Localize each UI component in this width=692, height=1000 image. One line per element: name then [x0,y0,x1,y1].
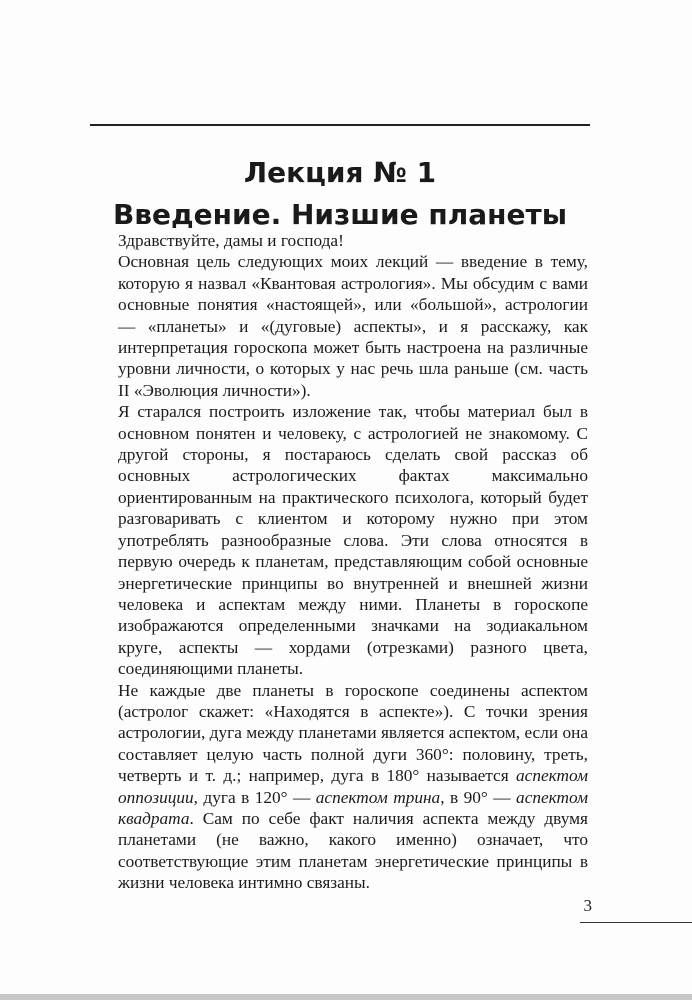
text-run: , дуга в 120° — [193,787,316,807]
paragraph [118,401,588,679]
text-run: Не каждые две планеты в гороскопе соединены аспектом (астролог скажет: «Находятся в аспекте»). С точки зрения астрологии, дуга между планетами является аспектом, если она составляет целую часть полной дуги 360°: половину, треть, четверть и т. д.; например, дуга в 180° называется [118,680,588,786]
paragraph [118,680,588,894]
chapter-title: Введение. Низшие планеты [112,198,568,231]
text-run: , в 90° — [440,787,517,807]
text-run: Я старался построить изложение так, чтобы материал был в основном понятен и человеку, с астрологией не знакомому. С другой стороны, я постараюсь сделать свой рассказ об основных астрологических фактах максимально ориентированным на практического психолога, который будет разговаривать с клиентом и которому нужно при этом употреблять разнообразные слова. Эти слова относятся в первую очередь к планетам, представляющим собой основные энергетические принципы во внутренней и внешней жизни человека и аспектам между ними. Планеты в гороскопе изображаются определенными значками на зодиакальном круге, аспекты — хордами (отрезками) разного цвета, соединяющими планеты. [118,402,588,679]
italic-term: аспектом трина [315,787,441,807]
bottom-rule [580,922,692,923]
page-number: 3 [583,896,592,915]
body-text [118,230,588,894]
chapter-heading [90,152,590,236]
text-run: . Сам по себе факт наличия аспекта между двумя планетами (не важно, какого именно) означает, что соответствующие этим планетам энергетические принципы в жизни человека интимно связаны. [118,808,588,893]
paragraph [118,251,588,401]
italic-term: аспектом оппозиции [118,766,588,807]
top-rule [90,124,590,126]
chapter-number: Лекция № 1 [243,156,437,189]
italic-term: аспектом квадрата [118,787,589,828]
paragraph [118,230,588,251]
text-run: Основная цель следующих моих лекций — введение в тему, которую я назвал «Квантовая астрология». Мы обсудим с вами основные понятия «настоящей», или «большой», астрологии — «планеты» и «(дуговые) аспекты», и я расскажу, как интерпретация гороскопа может быть настроена на различные уровни личности, о которых у нас речь шла раньше (см. часть II «Эволюция личности»). [118,252,588,400]
text-run: Здравствуйте, дамы и господа! [118,231,344,250]
page-edge [0,994,692,1000]
